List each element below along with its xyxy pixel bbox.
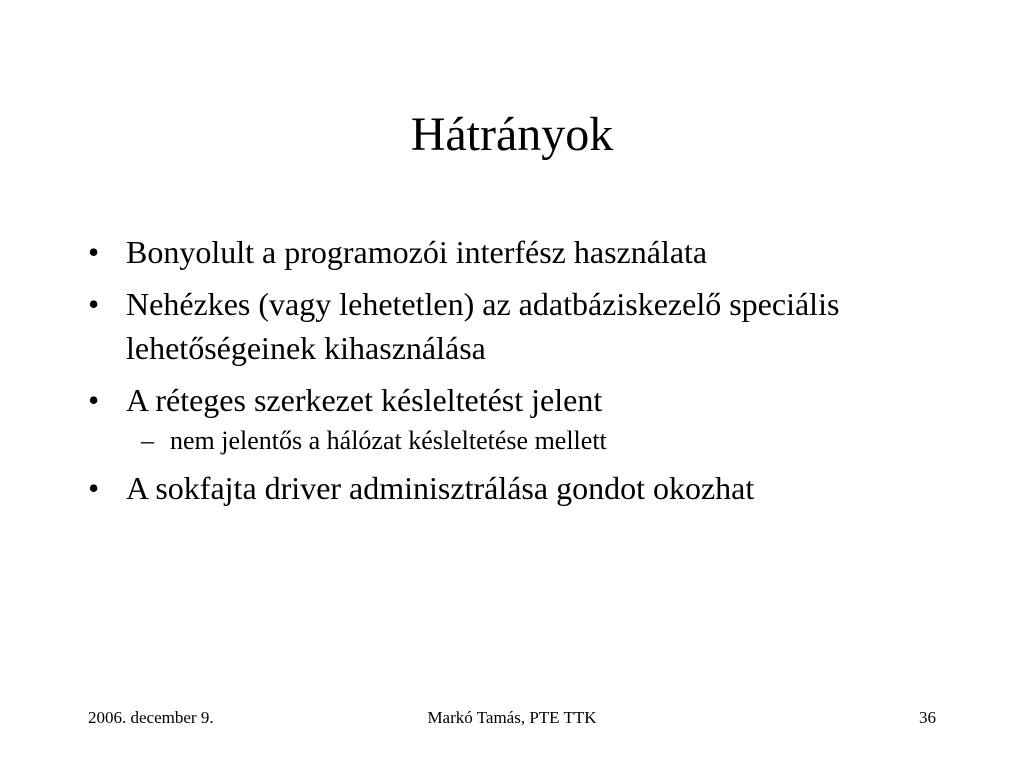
bullet-dot-icon: • (88, 470, 100, 506)
bullet-item (88, 282, 968, 370)
sub-bullet-text: nem jelentős a hálózat késleltetése mellett (170, 426, 607, 455)
bullet-item (88, 378, 968, 458)
bullet-text: Bonyolult a programozói interfész használata (126, 234, 708, 270)
bullet-text: Nehézkes (vagy lehetetlen) az adatbáziskezelő speciális lehetőségeinek kihasználása (126, 286, 840, 366)
bullet-dot-icon: • (88, 234, 100, 270)
footer-page-number: 36 (919, 708, 936, 727)
bullet-list (88, 230, 968, 518)
sub-bullet-list (126, 424, 968, 458)
dash-icon: – (141, 426, 154, 455)
bullet-dot-icon: • (88, 286, 100, 322)
bullet-dot-icon: • (88, 382, 100, 418)
footer-author: Markó Tamás, PTE TTK (427, 708, 597, 727)
footer-date: 2006. december 9. (88, 708, 214, 727)
bullet-text: A sokfajta driver adminisztrálása gondot okozhat (126, 470, 755, 506)
sub-bullet-item (126, 424, 968, 458)
slide-title: Hátrányok (410, 108, 614, 161)
bullet-text: A réteges szerkezet késleltetést jelent (126, 382, 603, 418)
bullet-item (88, 230, 968, 274)
bullet-item (88, 466, 968, 510)
